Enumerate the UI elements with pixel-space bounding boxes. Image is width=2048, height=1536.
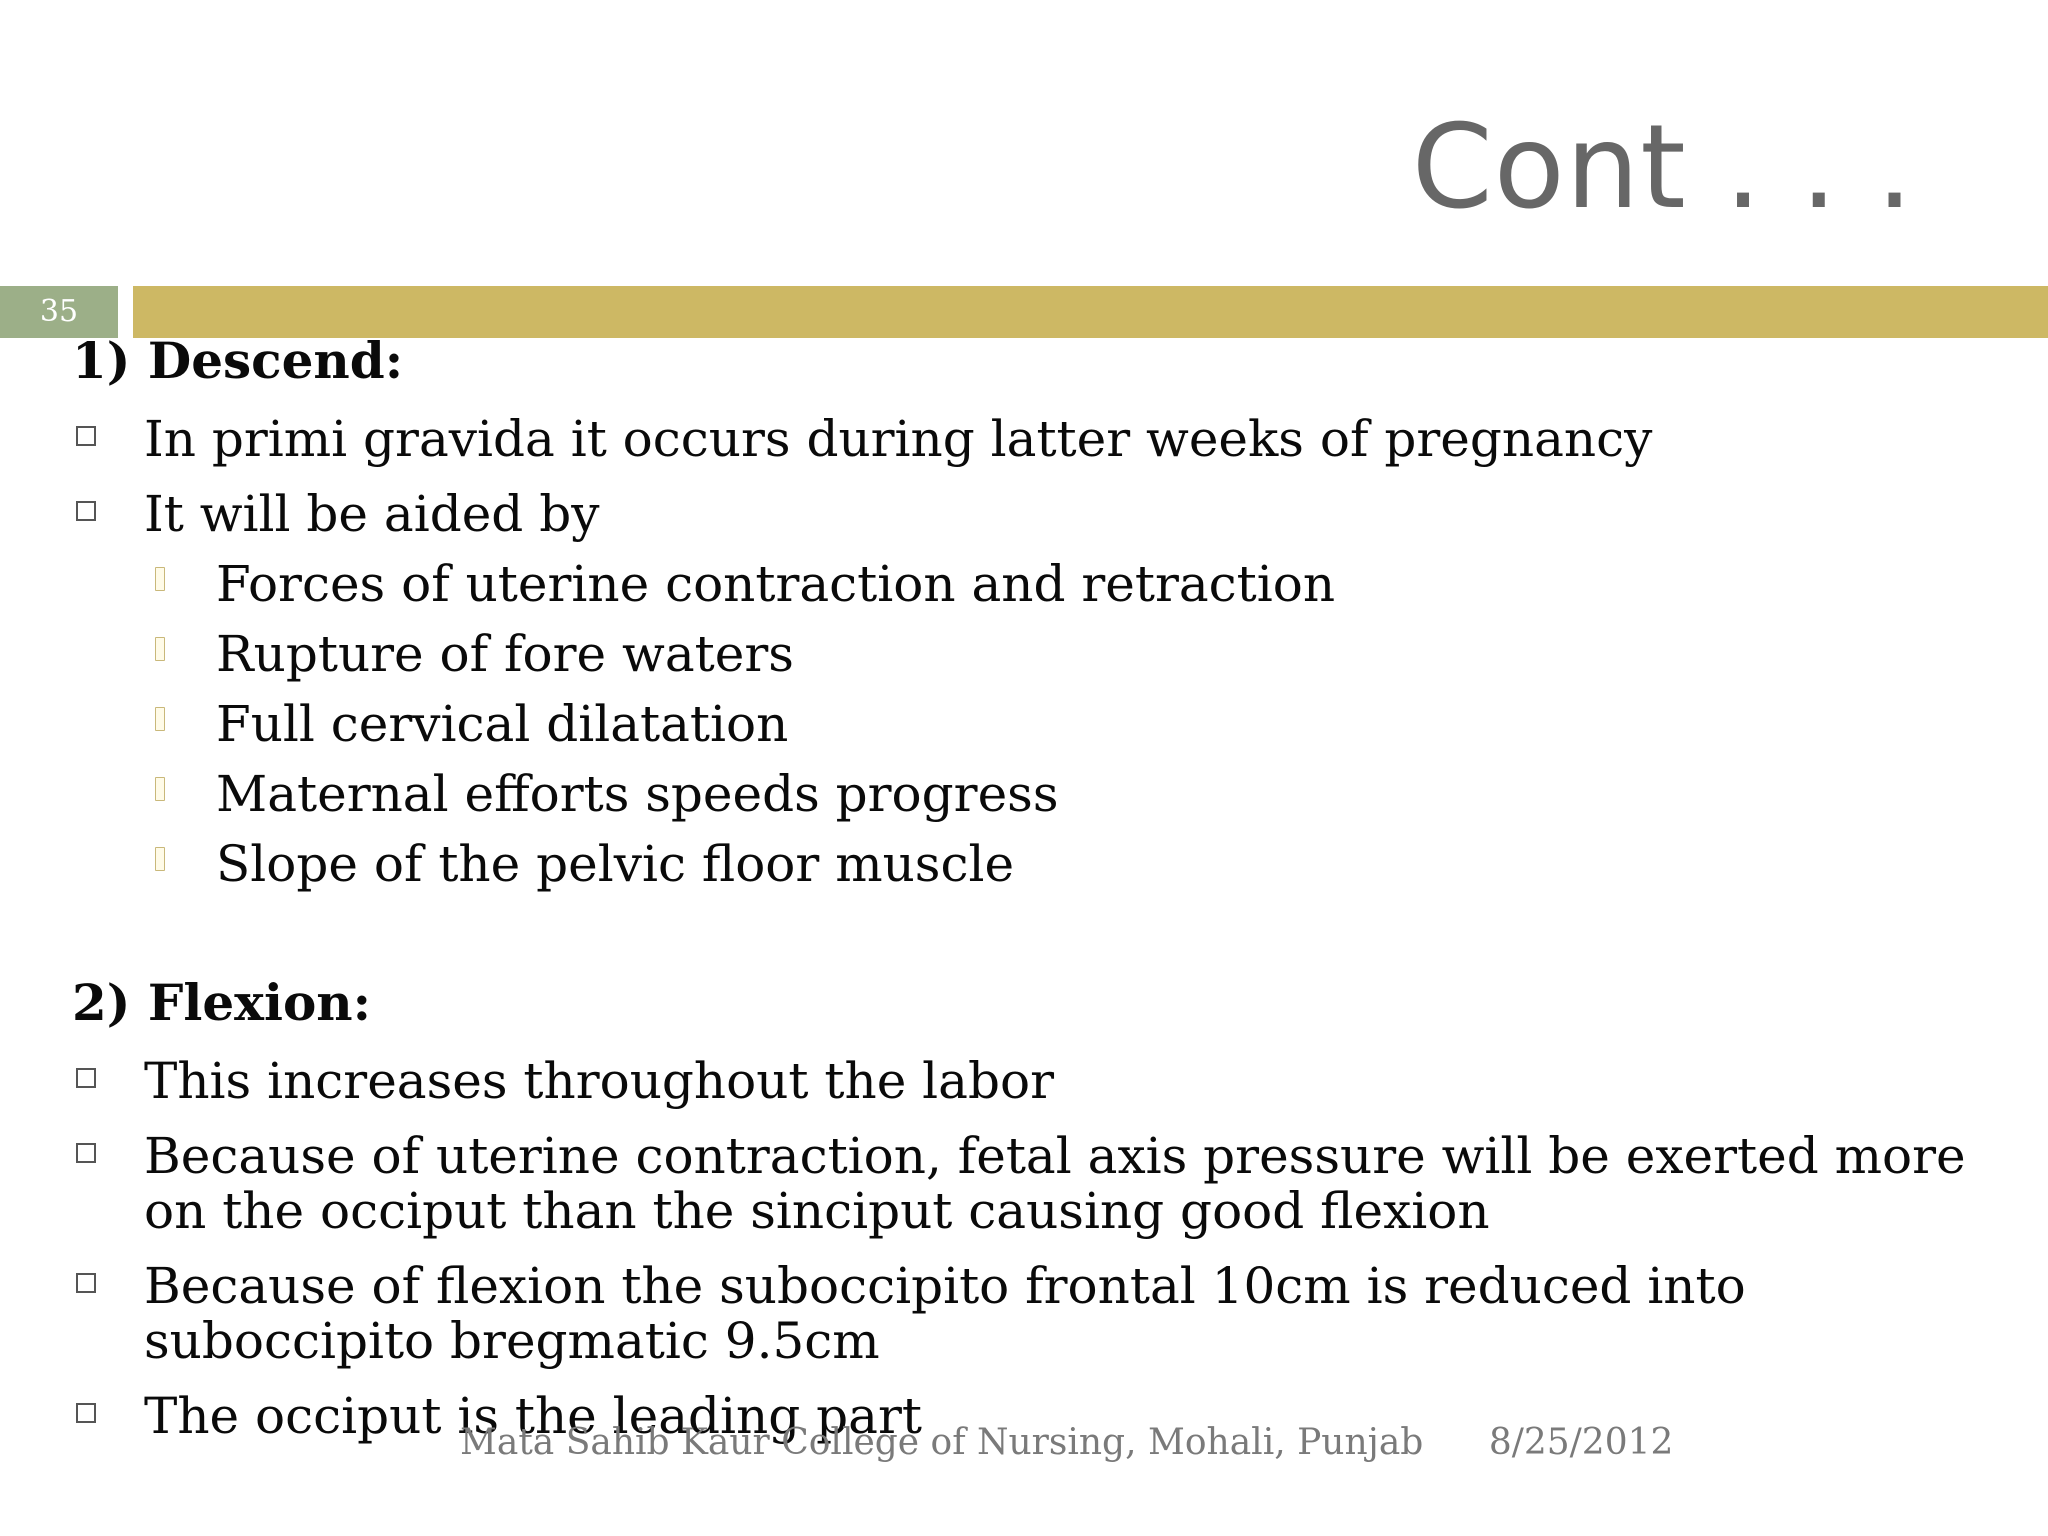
bullet-item [72, 1259, 1972, 1369]
hollow-square-bullet-icon [76, 1273, 96, 1293]
section-flexion [72, 972, 1972, 1444]
sub-bullet-item [72, 767, 1972, 822]
slide-title: Cont . . . [1411, 100, 1914, 235]
section-descend [72, 330, 1972, 892]
section-heading: 2) Flexion: [72, 973, 372, 1032]
bullet-item [72, 487, 1972, 542]
hollow-square-bullet-icon [76, 501, 96, 521]
slide-footer [460, 1422, 1673, 1463]
bullet-item [72, 1054, 1972, 1109]
bullet-item [72, 1129, 1972, 1239]
sub-bullet-item [72, 697, 1972, 752]
section-heading: 1) Descend: [72, 331, 404, 390]
section-spacer [72, 892, 1972, 972]
hollow-square-bullet-icon [76, 426, 96, 446]
hollow-square-bullet-icon [76, 1068, 96, 1088]
hollow-square-bullet-icon [76, 1403, 96, 1423]
sub-bullet-item [72, 557, 1972, 612]
sub-bullet-text: Forces of uterine contraction and retraction [216, 555, 1336, 613]
small-rectangle-bullet-icon [155, 847, 165, 871]
sub-bullet-item [72, 837, 1972, 892]
small-rectangle-bullet-icon [155, 777, 165, 801]
sub-bullet-text: Slope of the pelvic floor muscle [216, 835, 1015, 893]
slide-number: 35 [0, 286, 118, 338]
bullet-text: The occiput is the leading part [144, 1387, 922, 1445]
footer-date: 8/25/2012 [1488, 1422, 1674, 1463]
hollow-square-bullet-icon [76, 1143, 96, 1163]
sub-bullet-text: Full cervical dilatation [216, 695, 789, 753]
bullet-text: Because of flexion the suboccipito frontal 10cm is reduced into suboccipito bregmatic 9.5cm [144, 1257, 1746, 1370]
bullet-text: This increases throughout the labor [144, 1052, 1054, 1110]
bullet-text: It will be aided by [144, 485, 600, 543]
small-rectangle-bullet-icon [155, 567, 165, 591]
footer-institution: Mata Sahib Kaur College of Nursing, Mohali, Punjab [460, 1422, 1424, 1463]
bullet-text: Because of uterine contraction, fetal axis pressure will be exerted more on the occiput than the sinciput causing good flexion [144, 1127, 1966, 1240]
slide-content [72, 330, 1972, 1444]
sub-bullet-text: Rupture of fore waters [216, 625, 794, 683]
sub-bullet-text: Maternal efforts speeds progress [216, 765, 1059, 823]
sub-bullet-item [72, 627, 1972, 682]
small-rectangle-bullet-icon [155, 637, 165, 661]
small-rectangle-bullet-icon [155, 707, 165, 731]
bullet-item [72, 412, 1972, 467]
bullet-text: In primi gravida it occurs during latter weeks of pregnancy [144, 410, 1653, 468]
